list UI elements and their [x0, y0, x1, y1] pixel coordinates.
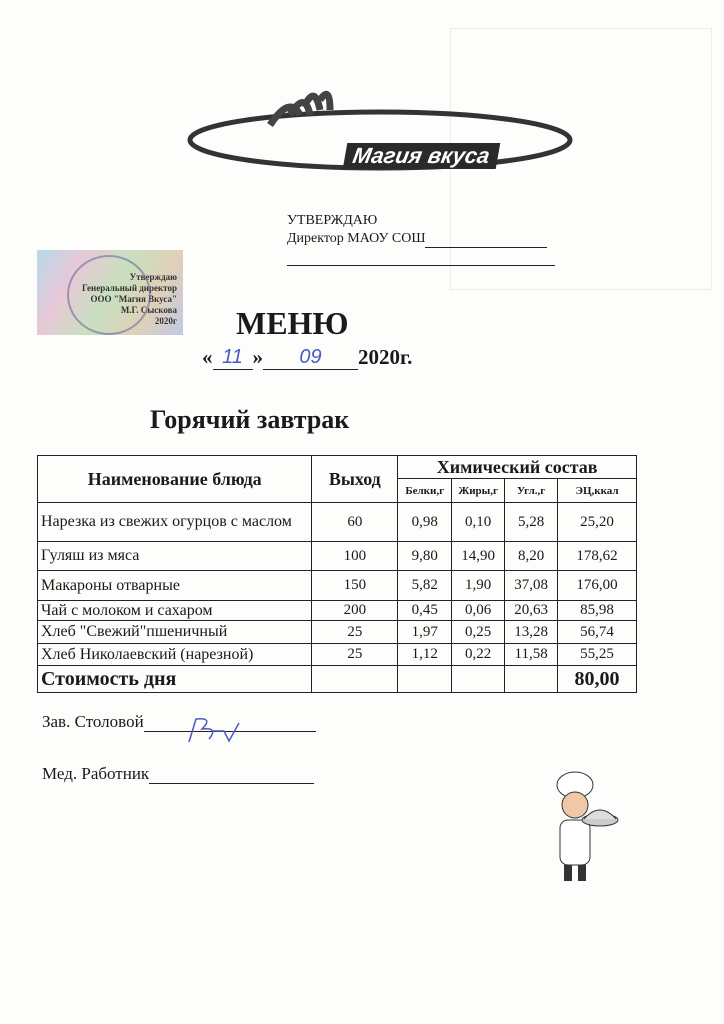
- dish-yield: 200: [312, 601, 398, 621]
- dish-protein: 0,45: [398, 601, 452, 621]
- dish-yield: 100: [312, 542, 398, 571]
- dish-protein: 9,80: [398, 542, 452, 571]
- dish-energy: 178,62: [558, 542, 637, 571]
- dish-energy: 85,98: [558, 601, 637, 621]
- dish-fat: 0,22: [452, 644, 505, 666]
- dish-name: Нарезка из свежих огурцов с маслом: [38, 503, 312, 542]
- dish-yield: 25: [312, 644, 398, 666]
- table-row: [38, 571, 637, 601]
- table-row: [38, 503, 637, 542]
- canteen-signature: [42, 712, 316, 732]
- dish-protein: 0,98: [398, 503, 452, 542]
- dish-fat: 0,06: [452, 601, 505, 621]
- header-chem: Химический состав: [398, 456, 637, 479]
- dish-yield: 60: [312, 503, 398, 542]
- stamp-line: Генеральный директор: [82, 283, 177, 293]
- medic-label: Мед. Работник: [42, 764, 150, 783]
- dish-fat: 14,90: [452, 542, 505, 571]
- brand-logo: [180, 85, 580, 185]
- table-row: [38, 542, 637, 571]
- date-day: 11: [213, 346, 253, 370]
- dish-name: Чай с молоком и сахаром: [38, 601, 312, 621]
- dish-yield: 150: [312, 571, 398, 601]
- meal-title: Горячий завтрак: [150, 405, 350, 434]
- dish-energy: 25,20: [558, 503, 637, 542]
- menu-table: [37, 455, 637, 693]
- total-label: Стоимость дня: [38, 666, 312, 693]
- stamp-line: М.Г. Сыскова: [120, 305, 177, 315]
- dish-protein: 1,12: [398, 644, 452, 666]
- date-year: 2020г.: [358, 345, 413, 369]
- dish-energy: 55,25: [558, 644, 637, 666]
- table-row: [38, 601, 637, 621]
- table-row: [38, 644, 637, 666]
- header-carbs: Угл.,г: [505, 479, 558, 503]
- medic-signature: [42, 764, 314, 784]
- dish-energy: 56,74: [558, 621, 637, 644]
- total-value: 80,00: [558, 666, 637, 693]
- dish-carbs: 8,20: [505, 542, 558, 571]
- table-row: [38, 621, 637, 644]
- total-row: [38, 666, 637, 693]
- approval-position: Директор МАОУ СОШ: [287, 231, 426, 246]
- dish-yield: 25: [312, 621, 398, 644]
- quote-close: »: [252, 345, 263, 369]
- dish-carbs: 37,08: [505, 571, 558, 601]
- stamp-line: ООО "Магия Вкуса": [90, 294, 177, 304]
- header-protein: Белки,г: [398, 479, 452, 503]
- approval-stamp: [37, 250, 183, 335]
- dish-protein: 5,82: [398, 571, 452, 601]
- logo-text: Магия вкуса: [343, 143, 500, 169]
- chef-illustration: [540, 765, 620, 885]
- dish-name: Хлеб Николаевский (нарезной): [38, 644, 312, 666]
- stamp-line: 2020г: [154, 316, 177, 326]
- date-month: 09: [263, 346, 358, 370]
- page-title: МЕНЮ: [236, 305, 349, 341]
- header-yield: Выход: [312, 456, 398, 503]
- dish-protein: 1,97: [398, 621, 452, 644]
- quote-open: «: [202, 345, 213, 369]
- dish-energy: 176,00: [558, 571, 637, 601]
- menu-date: [202, 345, 412, 370]
- dish-fat: 0,10: [452, 503, 505, 542]
- stamp-line: Утверждаю: [129, 272, 177, 282]
- dish-fat: 1,90: [452, 571, 505, 601]
- dish-name: Гуляш из мяса: [38, 542, 312, 571]
- dish-fat: 0,25: [452, 621, 505, 644]
- approval-title: УТВЕРЖДАЮ: [287, 213, 378, 228]
- header-name: Наименование блюда: [38, 456, 312, 503]
- handwritten-signature: [184, 717, 244, 747]
- approval-block: [287, 212, 555, 266]
- header-fat: Жиры,г: [452, 479, 505, 503]
- dish-name: Хлеб "Свежий"пшеничный: [38, 621, 312, 644]
- dish-name: Макароны отварные: [38, 571, 312, 601]
- header-energy: ЭЦ,ккал: [558, 479, 637, 503]
- dish-carbs: 13,28: [505, 621, 558, 644]
- dish-carbs: 20,63: [505, 601, 558, 621]
- dish-carbs: 11,58: [505, 644, 558, 666]
- canteen-label: Зав. Столовой: [42, 712, 144, 731]
- dish-carbs: 5,28: [505, 503, 558, 542]
